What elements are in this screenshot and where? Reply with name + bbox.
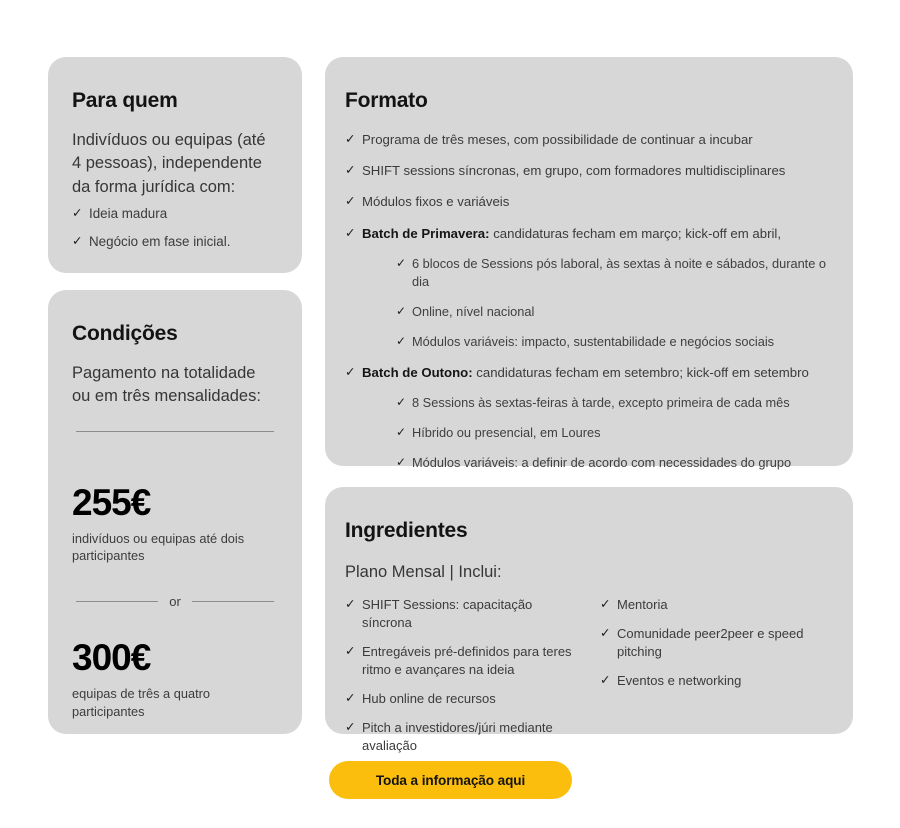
sublist-item-label: 6 blocos de Sessions pós laboral, às sextas à noite e sábados, durante o dia <box>412 255 827 289</box>
list-item-label: Negócio em fase inicial. <box>89 233 231 249</box>
or-divider <box>76 594 274 609</box>
formato-list <box>345 131 827 471</box>
page-title-ingredientes: Ingredientes <box>345 519 468 542</box>
list-item-label: candidaturas fecham em setembro; kick-off em setembro <box>472 364 809 380</box>
price-tier-1-amount: 255€ <box>72 481 151 523</box>
ingredientes-list-left <box>345 596 572 755</box>
price-tier-2-amount: 300€ <box>72 637 151 679</box>
sublist-item <box>396 303 827 321</box>
ingredientes-list-right <box>600 596 827 690</box>
list-item-label: Hub online de recursos <box>362 691 496 707</box>
sublist-item <box>396 255 827 291</box>
list-item <box>345 225 827 351</box>
list-item-label: Mentoria <box>617 597 668 613</box>
or-line-right <box>192 601 274 602</box>
list-item-label: Ideia madura <box>89 206 168 222</box>
list-item <box>72 205 278 224</box>
sublist-item <box>396 454 827 472</box>
ingredientes-column-right <box>600 596 827 766</box>
list-item-label-strong: Batch de Primavera: <box>362 225 490 241</box>
list-item <box>345 364 827 472</box>
list-item-label-strong: Batch de Outono: <box>362 364 473 380</box>
list-item <box>345 596 572 632</box>
para-quem-list <box>72 205 278 251</box>
list-item-label: candidaturas fecham em março; kick-off em abril, <box>489 225 782 241</box>
ingredientes-columns <box>345 596 827 766</box>
or-line-left <box>76 601 158 602</box>
sublist-item-label: Módulos variáveis: a definir de acordo com necessidades do grupo <box>412 454 792 470</box>
list-item-label: Entregáveis pré-definidos para teres ritmo e avançares na ideia <box>362 644 572 678</box>
list-item <box>345 193 827 211</box>
sublist-item-label: Híbrido ou presencial, em Loures <box>412 424 601 440</box>
price-tier-2-note: equipas de três a quatro participantes <box>72 686 211 719</box>
para-quem-lead: Indivíduos ou equipas (até 4 pessoas), independente da forma jurídica com: <box>72 131 266 196</box>
list-item-label: Programa de três meses, com possibilidade de continuar a incubar <box>362 132 753 147</box>
or-label: or <box>169 594 181 610</box>
list-item <box>72 233 278 252</box>
toda-a-informacao-aqui-button[interactable]: Toda a informação aqui <box>329 761 572 799</box>
list-item <box>345 719 572 755</box>
sublist-item <box>396 333 827 351</box>
card-formato <box>325 57 853 470</box>
sublist <box>396 394 827 472</box>
sublist-item <box>396 424 827 442</box>
list-item <box>345 131 827 149</box>
list-item-label: Módulos fixos e variáveis <box>362 194 510 210</box>
price-tier-1-note: indivíduos ou equipas até dois participantes <box>72 530 245 564</box>
sublist-item-label: Módulos variáveis: impacto, sustentabilidade e negócios sociais <box>412 333 775 349</box>
spacer <box>72 432 278 484</box>
list-item <box>600 672 827 690</box>
list-item <box>600 625 827 661</box>
sublist <box>396 255 827 351</box>
page-title-para-quem: Para quem <box>72 89 178 112</box>
list-item <box>345 643 572 679</box>
list-item-label: SHIFT Sessions: capacitação síncrona <box>362 597 533 631</box>
list-item-label: SHIFT sessions síncronas, em grupo, com formadores multidisciplinares <box>362 163 786 179</box>
ingredientes-column-left <box>345 596 572 766</box>
page-title-condicoes: Condições <box>72 322 178 345</box>
sublist-item-label: Online, nível nacional <box>412 303 535 319</box>
page-title-formato: Formato <box>345 89 428 112</box>
card-ingredientes <box>325 487 853 754</box>
list-item-label: Comunidade peer2peer e speed pitching <box>617 626 804 660</box>
list-item <box>345 690 572 708</box>
sublist-item <box>396 394 827 412</box>
list-item-label: Eventos e networking <box>617 673 742 689</box>
card-condicoes <box>48 290 302 734</box>
list-item-label: Pitch a investidores/júri mediante avaliação <box>362 720 553 754</box>
ingredientes-lead: Plano Mensal | Inclui: <box>345 563 502 581</box>
list-item <box>600 596 827 614</box>
list-item <box>345 162 827 180</box>
condicoes-lead: Pagamento na totalidade ou em três mensalidades: <box>72 364 261 406</box>
card-para-quem <box>48 57 302 273</box>
sublist-item-label: 8 Sessions às sextas-feiras à tarde, excepto primeira de cada mês <box>412 394 790 410</box>
